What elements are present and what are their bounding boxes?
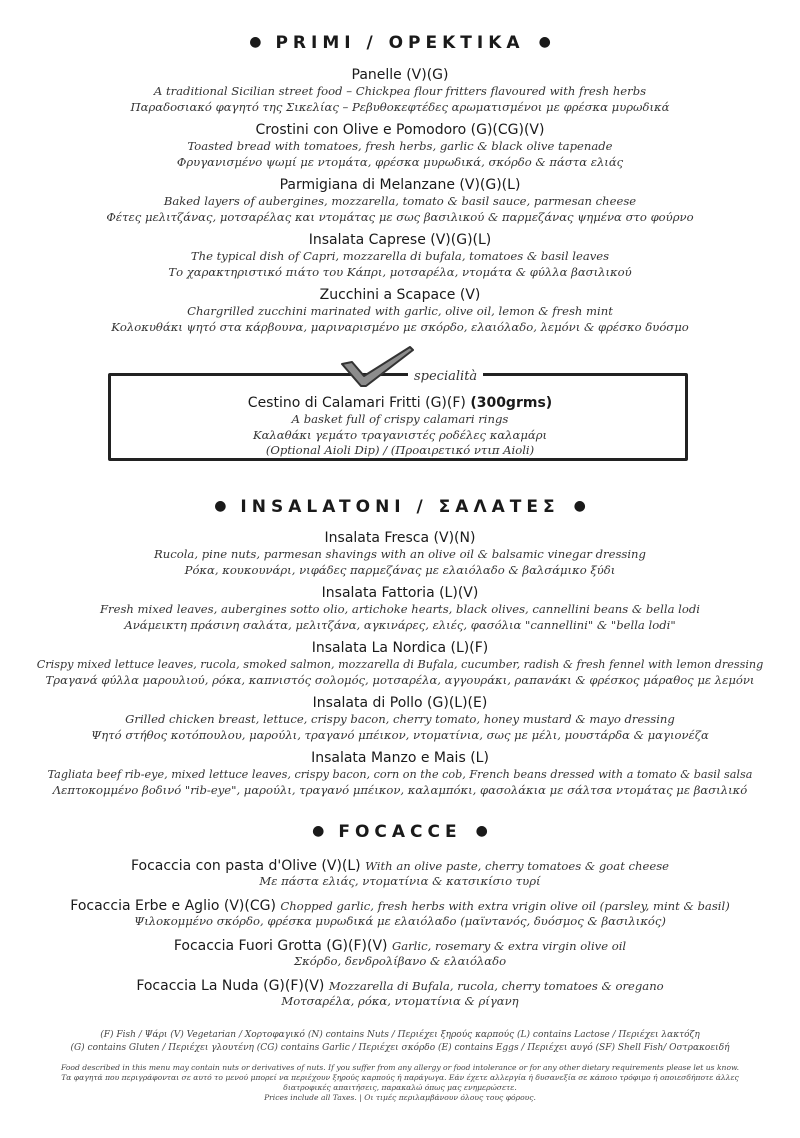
item-name: Focaccia con pasta d'Olive (V)(L) xyxy=(130,858,366,874)
section-primi xyxy=(0,33,800,53)
menu-item-focaccia-olive xyxy=(0,855,800,888)
item-name: Focaccia Fuori Grotta (G)(F)(V) xyxy=(173,938,392,954)
item-name: Panelle (V)(G) xyxy=(351,67,449,83)
item-name: Focaccia La Nuda (G)(F)(V) xyxy=(136,978,329,994)
item-note: (Optional Aioli Dip) / (Προαιρετικό ντιπ Aioli) xyxy=(265,443,535,457)
menu-item-crostini xyxy=(0,121,800,170)
item-desc-en: Grilled chicken breast, lettuce, crispy bacon, cherry tomato, honey mustard & mayo dressing xyxy=(125,712,675,726)
item-desc-gr: Παραδοσιακό φαγητό της Σικελίας – Ρεβυθοκεφτέδες αρωματισμένοι με φρέσκα μυρωδικά xyxy=(130,99,670,114)
special-weight: (300grms) xyxy=(470,395,553,411)
item-name: Insalata Caprese (V)(G)(L) xyxy=(308,232,492,248)
item-name: Insalata di Pollo (G)(L)(E) xyxy=(312,695,488,711)
item-desc-gr: Φέτες μελιτζάνας, μοτσαρέλας και ντομάτας με σως βασιλικού & παρμεζάνας ψημένα στο φούρνο xyxy=(106,209,694,224)
item-name: Focaccia Erbe e Aglio (V)(CG) xyxy=(70,898,281,914)
item-desc-gr: Τραγανά φύλλα μαρουλιού, ρόκα, καπνιστός σολομός, μοτσαρέλα, αγγουράκι, ραπανάκι & φρέσκος μάραθος με λεμόνι xyxy=(45,672,755,687)
item-name xyxy=(0,394,800,412)
section-title-focacce xyxy=(0,822,800,842)
menu-item-focaccia-nuda xyxy=(0,975,800,1008)
menu-item-zucchini xyxy=(0,286,800,335)
section-title-text: INSALATONI / ΣΑΛΑΤΕΣ xyxy=(240,497,560,517)
checkmark-icon xyxy=(338,344,416,390)
item-desc-gr: Κολοκυθάκι ψητό στα κάρβουνα, μαριναρισμένο με σκόρδο, ελαιόλαδο, λεμόνι & φρέσκο δυόσμο xyxy=(111,319,689,334)
bullet-icon: ● xyxy=(538,34,551,50)
item-desc-en: Toasted bread with tomatoes, fresh herbs, garlic & black olive tapenade xyxy=(187,139,613,153)
item-desc-en: Garlic, rosemary & extra virgin olive oil xyxy=(391,939,627,953)
item-desc-en: Mozzarella di Bufala, rucola, cherry tomatoes & oregano xyxy=(328,979,664,993)
item-name: Crostini con Olive e Pomodoro (G)(CG)(V) xyxy=(255,122,545,138)
item-desc-gr: Το χαρακτηριστικό πιάτο του Κάπρι, μοτσαρέλα, ντομάτα & φύλλα βασιλικού xyxy=(168,264,632,279)
footer-line: Food described in this menu may contain nuts or derivatives of nuts. If you suffer from any allergy or food intolerance or for any other dietary requirements please let us know. xyxy=(60,1063,740,1072)
menu-item-caprese xyxy=(0,231,800,280)
item-desc-gr: Με πάστα ελιάς, ντοματίνια & κατσικίσιο τυρί xyxy=(259,874,541,888)
item-desc-en: Rucola, pine nuts, parmesan shavings with an olive oil & balsamic vinegar dressing xyxy=(154,547,646,561)
item-name: Insalata Manzo e Mais (L) xyxy=(311,750,489,766)
item-desc-en: Fresh mixed leaves, aubergines sotto olio, artichoke hearts, black olives, cannellini beans & bella lodi xyxy=(100,602,700,616)
bullet-icon: ● xyxy=(312,823,325,839)
item-desc-en: Baked layers of aubergines, mozzarella, tomato & basil sauce, parmesan cheese xyxy=(163,194,637,208)
bullet-icon: ● xyxy=(214,498,227,514)
menu-item-fresca xyxy=(0,529,800,578)
item-desc-en: The typical dish of Capri, mozzarella di bufala, tomatoes & basil leaves xyxy=(190,249,610,263)
legend-line: (F) Fish / Ψάρι (V) Vegetarian / Χορτοφαγικό (N) contains Nuts / Περιέχει ξηρούς καρπούς (L) contains Lactose / Περιέχει λακτόζη xyxy=(100,1030,700,1040)
item-name: Insalata Fresca (V)(N) xyxy=(324,530,476,546)
section-focacce xyxy=(0,822,800,842)
item-desc-en: A basket full of crispy calamari rings xyxy=(291,412,509,426)
menu-item-pollo xyxy=(0,694,800,743)
menu-item-focaccia-grotta xyxy=(0,935,800,968)
item-desc-gr: Ψητό στήθος κοτόπουλου, μαρούλι, τραγανό μπέικον, ντοματίνια, σως με μέλι, μουστάρδα & μαγιονέζα xyxy=(91,727,709,742)
item-desc-gr: Λεπτοκομμένο βοδινό "rib-eye", μαρούλι, τραγανό μπέικον, καλαμπόκι, φασολάκια με σάλτσα ντομάτας με βασιλικό xyxy=(52,782,748,797)
item-desc-gr: Σκόρδο, δενδρολίβανο & ελαιόλαδο xyxy=(293,954,507,968)
item-name: Parmigiana di Melanzane (V)(G)(L) xyxy=(279,177,521,193)
item-desc-en: With an olive paste, cherry tomatoes & goat cheese xyxy=(365,859,670,873)
item-name: Zucchini a Scapace (V) xyxy=(319,287,481,303)
item-desc-en: Crispy mixed lettuce leaves, rucola, smoked salmon, mozzarella di Bufala, cucumber, radish & fresh fennel with lemon dressing xyxy=(36,658,764,671)
special-label: specialità xyxy=(408,369,483,384)
menu-item-nordica xyxy=(0,639,800,688)
legend-line: (G) contains Gluten / Περιέχει γλουτένη (CG) contains Garlic / Περιέχει σκόρδο (E) contains Eggs / Περιέχει αυγό (SF) Shell Fish/ Οστρακοειδή xyxy=(70,1043,730,1053)
section-title-text: FOCACCE xyxy=(338,822,462,842)
item-name: Insalata Fattoria (L)(V) xyxy=(321,585,479,601)
menu-item-parmigiana xyxy=(0,176,800,225)
section-title-primi xyxy=(0,33,800,53)
item-desc-gr: Φρυγανισμένο ψωμί με ντομάτα, φρέσκα μυρωδικά, σκόρδο & πάστα ελιάς xyxy=(176,154,624,169)
item-desc-en: A traditional Sicilian street food – Chickpea flour fritters flavoured with fresh herbs xyxy=(153,84,647,98)
menu-item-panelle xyxy=(0,66,800,115)
footer-line: Prices include all Taxes. | Οι τιμές περιλαμβάνουν όλους τους φόρους. xyxy=(264,1093,536,1102)
item-desc-gr: Ψιλοκομμένο σκόρδο, φρέσκα μυρωδικά με ελαιόλαδο (μαϊντανός, δυόσμος & βασιλικός) xyxy=(134,914,666,928)
footer-line: διατροφικές απαιτήσεις, παρακαλώ όπως μας ενημερώσετε. xyxy=(283,1083,517,1092)
footer-notice xyxy=(0,1063,800,1103)
special-item xyxy=(0,394,800,459)
menu-item-fattoria xyxy=(0,584,800,633)
menu-item-focaccia-erbe xyxy=(0,895,800,928)
bullet-icon: ● xyxy=(249,34,262,50)
section-title-text: PRIMI / ΟΡΕΚΤΙΚΑ xyxy=(275,33,525,53)
item-name: Insalata La Nordica (L)(F) xyxy=(311,640,489,656)
item-desc-en: Chargrilled zucchini marinated with garlic, olive oil, lemon & fresh mint xyxy=(187,304,613,318)
special-name: Cestino di Calamari Fritti (G)(F) xyxy=(247,395,471,411)
section-insalatoni xyxy=(0,497,800,517)
menu-item-manzo xyxy=(0,749,800,798)
item-desc-en: Tagliata beef rib-eye, mixed lettuce leaves, crispy bacon, corn on the cob, French beans dressed with a tomato & basil salsa xyxy=(47,768,753,781)
item-desc-gr: Καλαθάκι γεμάτο τραγανιστές ροδέλες καλαμάρι xyxy=(252,427,548,442)
item-desc-gr: Ρόκα, κουκουνάρι, νιφάδες παρμεζάνας με ελαιόλαδο & βαλσάμικο ξύδι xyxy=(184,562,616,577)
item-desc-gr: Μοτσαρέλα, ρόκα, ντοματίνια & ρίγανη xyxy=(281,994,519,1008)
bullet-icon: ● xyxy=(475,823,488,839)
bullet-icon: ● xyxy=(573,498,586,514)
footer-line: Τα φαγητά που περιγράφονται σε αυτό το μενού μπορεί να περιέχουν ξηρούς καρπούς ή παράγωγα. Εάν έχετε αλλεργία ή δυσανεξία σε κάποιο τρόφιμο ή οποιεσδήποτε άλλες xyxy=(61,1073,739,1082)
section-title-insalatoni xyxy=(0,497,800,517)
item-desc-en: Chopped garlic, fresh herbs with extra vrigin olive oil (parsley, mint & basil) xyxy=(280,899,730,913)
allergen-legend xyxy=(0,1029,800,1055)
item-desc-gr: Ανάμεικτη πράσινη σαλάτα, μελιτζάνα, αγκινάρες, ελιές, φασόλια "cannellini" & "bella lodi" xyxy=(124,617,676,632)
